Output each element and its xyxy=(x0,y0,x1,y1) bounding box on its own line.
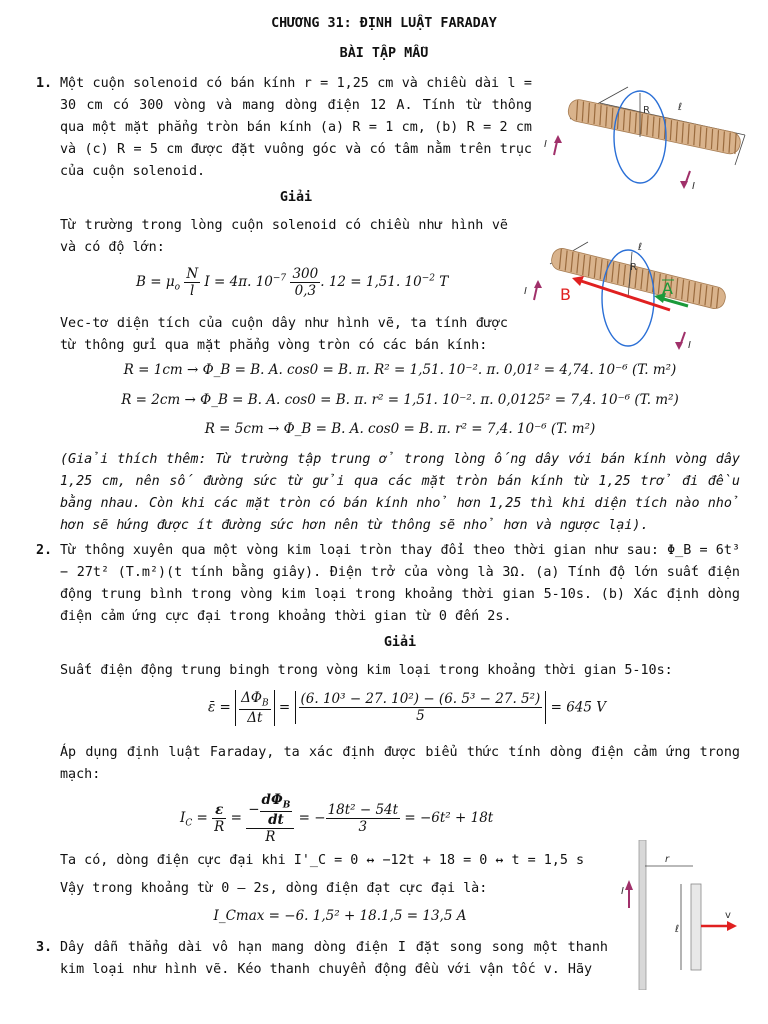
emf-equation: ε̄ = $\frac{\Delta\Phi_B}{\Delta t}$ = $\frac{\text{(6. 10³ − 27. 10²) − (6. 5³ − 27. 5²)}}{5}$ = 645 V xyxy=(208,690,607,726)
label-R-2: R xyxy=(630,262,637,273)
flux-equation-3: R = 5cm → Φ_B = B. A. cos0 = B. π. r² = 7,4. 10⁻⁶ (T. m²) xyxy=(204,421,596,437)
label-A-vector: A xyxy=(662,279,673,298)
problem-1-vector-text: Vec-tơ diện tích của cuộn dây như hình vẽ, ta tính được từ thông gửi qua mặt phẳng vòng tròn có các bán kính: xyxy=(60,316,508,353)
problem-2-solution-title: Giải xyxy=(383,635,417,650)
problem-1-intro: Từ trường trong lòng cuộn solenoid có chiều như hình vẽ và có độ lớn: xyxy=(60,218,508,255)
label-I-right-2: I xyxy=(688,340,691,351)
label-B-vector: B xyxy=(560,285,571,304)
eq-B-num: 300 xyxy=(292,266,319,282)
wire-rod-figure xyxy=(615,840,755,990)
problem-2-avg-text: Suất điện động trung bingh trong vòng kim loại trong khoảng thời gian 5-10s: xyxy=(60,663,673,678)
label-R: R xyxy=(643,105,650,116)
problem-2-question: Từ thông xuyên qua một vòng kim loại tròn thay đổi theo thời gian như sau: Φ_B = 6t³ − 27t² (T.m²)(t tính bằng giây). Điện trở của vòng là 3Ω. (a) Tính độ lớn suất điện động trung bình trong vòng kim loại trong khoảng thời gian 5-10s. (b) Xác định dòng điện cảm ứng cực đại trong khoảng thời gian từ 0 đến 2s. xyxy=(60,543,740,624)
eq-B-rhs: I = 4π. 10 xyxy=(204,274,273,290)
label-l: ℓ xyxy=(675,924,680,935)
solenoid-figure-2 xyxy=(520,236,750,356)
eq-B-lhs: B = μ xyxy=(136,274,175,290)
problem-1-question: Một cuộn solenoid có bán kính r = 1,25 cm và chiều dài l = 30 cm có 300 vòng và mang dòng điện 12 A. Tính từ thông qua một mặt phẳng tròn bán kính (a) R = 1 cm, (b) R = 2 cm và (c) R = 5 cm được đặt vuông góc và có tâm nằm trên trục của cuộn solenoid. xyxy=(60,76,532,179)
flux-equation-1: R = 1cm → Φ_B = B. A. cos0 = B. π. R² = 1,51. 10⁻². π. 0,01² = 4,74. 10⁻⁶ (T. m²) xyxy=(123,362,677,378)
emf-numerator: (6. 10³ − 27. 10²) − (6. 5³ − 27. 5²) xyxy=(300,691,541,708)
equation-B: $B = \mu_o$ $\frac{N}{l}$ I = 4π. $10^{-7}$ $\frac{300}{0,3}$ . 12 = 1,51. $10^{-2}$ T xyxy=(136,266,449,299)
label-I-left-2: I xyxy=(524,286,527,297)
eq-B-den: 0,3 xyxy=(294,283,317,299)
problem-1-solution-title: Giải xyxy=(279,190,313,205)
problem-3-number: 3. xyxy=(36,940,53,955)
problem-2-number: 2. xyxy=(36,543,53,558)
label-I-left: I xyxy=(544,139,547,150)
ic-equation: $I_C$ = $\frac{\varepsilon}{R}$ = − $\frac{d\Phi_B}{dt}$ R = − $\frac{\text{18t² − 54t}}{3}$ = −6t² + 18t xyxy=(180,792,494,845)
emf-denominator: 5 xyxy=(416,708,425,725)
problem-1-note: (Giải thích thêm: Từ trường tập trung ở trong lòng ống dây với bán kính vòng dây 1,25 cm, nên số đường sức từ gửi qua các mặt tròn bán kính từ 1,25 trở đi đều bằng nhau. Còn khi các mặt tròn có bán kính nhỏ hơn 1,25 thì khi diện tích nào nhỏ hơn sẽ hứng được ít đường sức hơn nên từ thông sẽ nhỏ hơn và ngược lại). xyxy=(60,452,740,533)
solenoid-figure-1 xyxy=(540,75,750,195)
problem-2-max-text: Ta có, dòng điện cực đại khi I'_C = 0 ↔ −12t + 18 = 0 ↔ t = 1,5 s xyxy=(60,853,585,868)
label-r: r xyxy=(665,854,670,865)
problem-3-question: Dây dẫn thẳng dài vô hạn mang dòng điện I đặt song song một thanh kim loại như hình vẽ. Kéo thanh chuyển động đều với vận tốc v. Hãy xyxy=(60,940,608,977)
ic-numerator: 18t² − 54t xyxy=(327,801,399,818)
section-subtitle: BÀI TẬP MẪU xyxy=(339,46,429,61)
ic-denominator: 3 xyxy=(358,818,368,835)
flux-equation-2: R = 2cm → Φ_B = B. A. cos0 = B. π. r² = 1,51. 10⁻². π. 0,0125² = 7,4. 10⁻⁶ (T. m²) xyxy=(121,392,679,408)
ic-result: = −6t² + 18t xyxy=(404,809,494,826)
emf-result: = 645 V xyxy=(550,699,607,716)
problem-2-range-text: Vậy trong khoảng từ 0 – 2s, dòng điện đạt cực đại là: xyxy=(60,881,488,896)
problem-2-faraday-text: Áp dụng định luật Faraday, ta xác định được biểu thức tính dòng điện cảm ứng trong mạch: xyxy=(60,745,740,782)
label-I-wire: I xyxy=(621,886,624,897)
icmax-equation: I_Cmax = −6. 1,5² + 18.1,5 = 13,5 A xyxy=(213,908,467,924)
eq-B-unit: T xyxy=(435,274,449,290)
label-length: ℓ xyxy=(678,102,683,113)
problem-1-number: 1. xyxy=(36,76,53,91)
label-I-right: I xyxy=(692,181,695,192)
label-length-2: ℓ xyxy=(638,242,643,253)
label-v: v xyxy=(725,910,731,921)
eq-B-tail: . 12 = 1,51. 10 xyxy=(320,274,422,290)
chapter-title: CHƯƠNG 31: ĐỊNH LUẬT FARADAY xyxy=(271,16,497,31)
